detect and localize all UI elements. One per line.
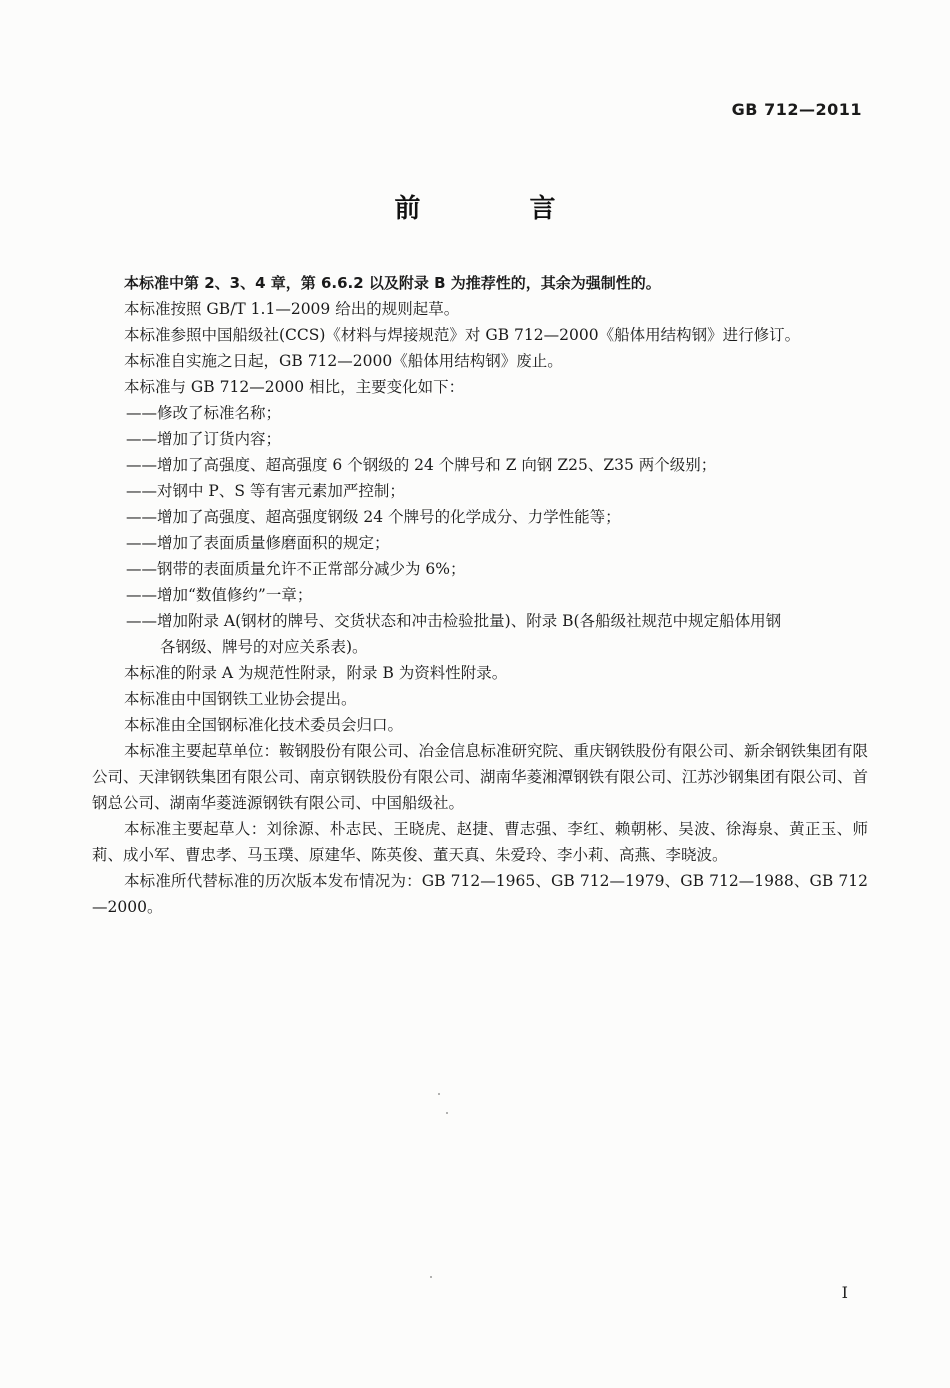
paragraph-supersede: 本标准自实施之日起，GB 712—2000《船体用结构钢》废止。 [124,352,563,370]
change-item: ——增加“数值修约”一章； [126,586,313,604]
scan-speck [430,1276,432,1278]
change-item: ——增加了高强度、超高强度 6 个钢级的 24 个牌号和 Z 向钢 Z25、Z35 两个级别； [126,456,717,474]
change-item-annex-line2: 各钢级、牌号的对应关系表)。 [160,638,368,656]
change-item: ——修改了标准名称； [126,404,282,422]
paragraph-committee: 本标准由全国钢标准化技术委员会归口。 [124,716,404,734]
paragraph-proposer: 本标准由中国钢铁工业协会提出。 [124,690,357,708]
document-body [92,270,868,920]
change-item-annex-line1: ——增加附录 A(钢材的牌号、交货状态和冲击检验批量)、附录 B(各船级社规范中规定船体用钢 [126,612,782,630]
change-item: ——对钢中 P、S 等有害元素加严控制； [126,482,405,500]
paragraph-history: 本标准所代替标准的历次版本发布情况为：GB 712—1965、GB 712—1979、GB 712—1988、GB 712—2000。 [92,872,868,916]
scan-speck [438,1093,440,1095]
paragraph-drafting-units: 本标准主要起草单位：鞍钢股份有限公司、冶金信息标准研究院、重庆钢铁股份有限公司、新余钢铁集团有限公司、天津钢铁集团有限公司、南京钢铁股份有限公司、湖南华菱湘潭钢铁有限公司、江苏沙钢集团有限公司、首钢总公司、湖南华菱涟源钢铁有限公司、中国船级社。 [92,742,869,812]
page-title: 前 言 [394,194,606,224]
paragraph-scope: 本标准中第 2、3、4 章，第 6.6.2 以及附录 B 为推荐性的，其余为强制性的。 [124,274,661,292]
change-item: ——钢带的表面质量允许不正常部分减少为 6%； [126,560,466,578]
paragraph-changes-intro: 本标准与 GB 712—2000 相比，主要变化如下： [124,378,465,396]
page-number: I [841,1283,848,1302]
scan-speck [446,1112,448,1114]
change-item: ——增加了表面质量修磨面积的规定； [126,534,390,552]
change-item-annex [92,608,868,660]
paragraph-drafting-rules: 本标准按照 GB/T 1.1—2009 给出的规则起草。 [124,300,460,318]
change-item: ——增加了高强度、超高强度钢级 24 个牌号的化学成分、力学性能等； [126,508,621,526]
paragraph-reference: 本标准参照中国船级社(CCS)《材料与焊接规范》对 GB 712—2000《船体用结构钢》进行修订。 [124,326,801,344]
paragraph-drafters: 本标准主要起草人：刘徐源、朴志民、王晓虎、赵捷、曹志强、李红、赖朝彬、吴波、徐海泉、黄正玉、师莉、成小军、曹忠孝、马玉璞、原建华、陈英俊、董天真、朱爱玲、李小莉、高燕、李晓波。 [92,820,868,864]
paragraph-annex-type: 本标准的附录 A 为规范性附录，附录 B 为资料性附录。 [124,664,508,682]
change-item: ——增加了订货内容； [126,430,282,448]
standard-code: GB 712—2011 [731,100,862,119]
